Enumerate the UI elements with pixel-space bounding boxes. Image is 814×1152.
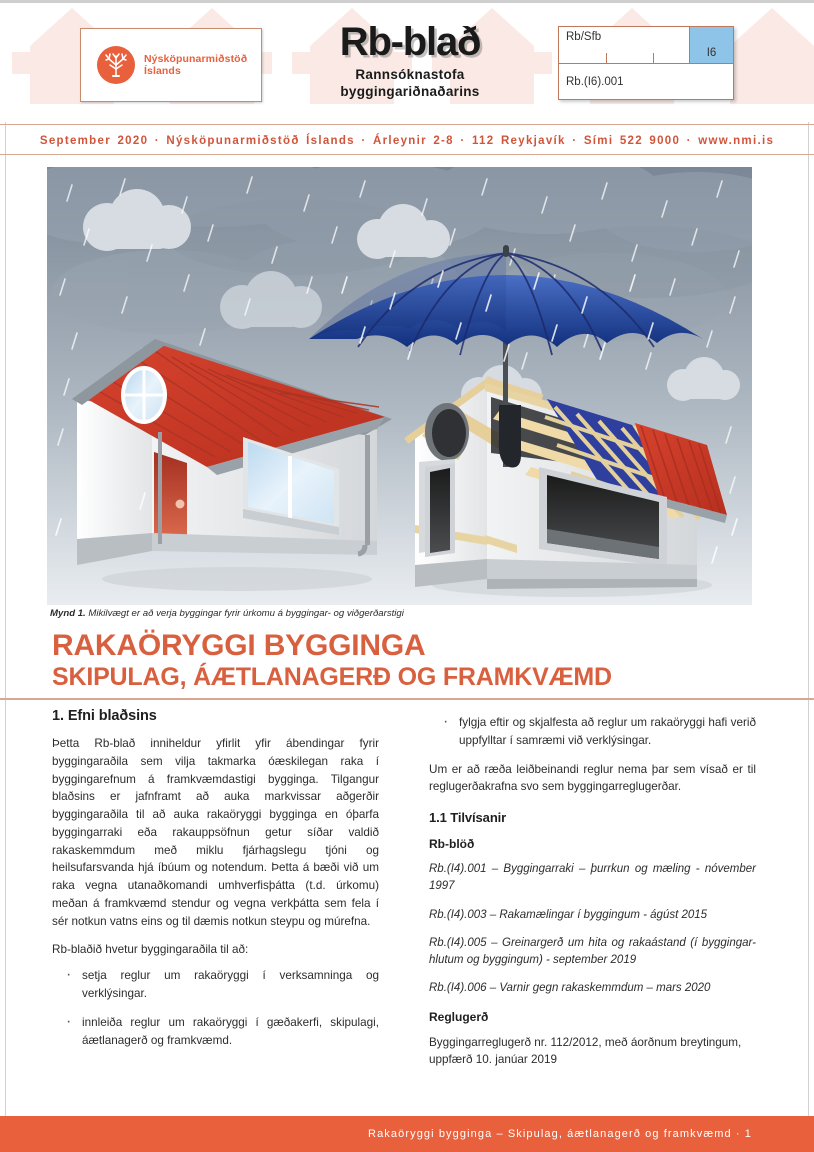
regulation-text: Byggingarreglugerð nr. 112/2012, með áorðnum breytingum, uppfærð 10. janúar 2019 bbox=[429, 1035, 742, 1067]
reference-item: Rb.(I4).003 – Rakamælingar í byggingum - ágúst 2015 bbox=[429, 908, 708, 921]
list-item: · innleiða reglur um rakaöryggi í gæðakerfi, skipulagi, áætlanagerð og framkvæmd. bbox=[52, 1014, 379, 1050]
left-column bbox=[52, 708, 379, 1061]
publisher-info-text: September 2020 · Nýsköpunarmiðstöð Íslands · Árleynir 2-8 · 112 Reykjavík · Sími 522 9000 · www.nmi.is bbox=[39, 134, 775, 147]
section-heading-efni-bladsins: 1. Efni blaðsins bbox=[52, 708, 157, 724]
code-box-classification: I6 bbox=[689, 26, 734, 64]
logo-text bbox=[144, 53, 247, 78]
page-right-border bbox=[808, 0, 809, 1116]
datebar-top-rule bbox=[0, 124, 814, 125]
code-box-label: Rb/Sfb bbox=[566, 31, 602, 43]
reference-item: Rb.(I4).006 – Varnir gegn rakaskemmdum – mars 2020 bbox=[429, 982, 711, 995]
page-left-border bbox=[5, 0, 6, 1116]
list-item: · setja reglur um rakaöryggi í verksamninga og verklýsingar. bbox=[52, 967, 379, 1003]
code-tick-1 bbox=[606, 53, 607, 63]
tree-in-circle-logo-icon bbox=[97, 46, 135, 84]
datebar-bottom-rule bbox=[0, 154, 814, 155]
figure-caption-text: Mikilvægt er að verja byggingar fyrir úrkomu á byggingar- og viðgerðarstigi bbox=[85, 608, 404, 619]
left-bullet-list bbox=[52, 967, 379, 1049]
figure-1-illustration bbox=[47, 167, 752, 605]
reference-item: Rb.(I4).001 – Byggingarraki – þurrkun og mæling - nóvember 1997 bbox=[429, 863, 756, 893]
section-heading-tilvisanir: 1.1 Tilvísanir bbox=[429, 810, 507, 826]
reference-item: Rb.(I4).005 – Greinargerð um hita og rakaástand (í byggingar-hlutum og byggingum) - september 2019 bbox=[429, 936, 756, 967]
logo-line-2: Íslands bbox=[144, 65, 181, 77]
right-column bbox=[429, 708, 756, 1073]
code-tick-2 bbox=[653, 53, 654, 63]
page-title: RAKAÖRYGGI BYGGINGA bbox=[52, 629, 426, 662]
title-bottom-rule bbox=[0, 698, 814, 700]
footer-text: Rakaöryggi bygginga – Skipulag, áætlanagerð og framkvæmd · 1 bbox=[368, 1128, 752, 1140]
figure-caption bbox=[50, 608, 750, 620]
code-box-bottom-cell bbox=[558, 63, 734, 100]
masthead-title: Rb-blað bbox=[339, 20, 481, 64]
logo-line-1: Nýsköpunarmiðstöð bbox=[144, 52, 248, 65]
masthead-subtitle-line-1: Rannsóknastofa bbox=[355, 67, 465, 82]
page-subtitle: SKIPULAG, ÁÆTLANAGERÐ OG FRAMKVÆMD bbox=[52, 663, 612, 691]
masthead-subtitle-line-2: byggingariðnaðarins bbox=[340, 83, 480, 99]
page-header bbox=[0, 0, 814, 122]
list-item: · fylgja eftir og skjalfesta að reglur um rakaöryggi hafi verið uppfylltar í samræmi við verklýsingar. bbox=[429, 714, 756, 750]
page-footer bbox=[0, 1116, 814, 1152]
right-paragraph-1: Um er að ræða leiðbeinandi reglur nema þar sem vísað er til reglugerðakrafna svo sem byggingarreglugerðar. bbox=[429, 762, 756, 794]
figure-caption-label: Mynd 1. bbox=[50, 608, 86, 619]
right-bullet-list bbox=[429, 714, 756, 750]
subheading-rb-blod: Rb-blöð bbox=[429, 837, 475, 852]
code-box-document-number: Rb.(I6).001 bbox=[566, 75, 624, 88]
organization-logo bbox=[80, 28, 262, 102]
subheading-reglugerd: Reglugerð bbox=[429, 1009, 489, 1024]
masthead bbox=[290, 22, 530, 101]
classification-code-box bbox=[558, 26, 734, 100]
publisher-info-bar bbox=[0, 128, 814, 153]
left-paragraph-2: Rb-blaðið hvetur byggingaraðila til að: bbox=[52, 942, 249, 956]
masthead-subtitle bbox=[290, 67, 530, 101]
left-paragraph-1: Þetta Rb-blað inniheldur yfirlit yfir ábendingar fyrir byggingaraðila sem vilja takmarka óæskilegan raka í byggingarefnum á framkvæmdastigi bygginga. Tilgangur blaðsins er jafnframt að auka markvissar aðgerðir byggingaraðila til að auka rakaöryggi bygginga en óþarfa byggingarraki eða rakauppsöfnun getur síðar valdið rakaskemmdum með miklu fjárhagslegu tjóni og heilsufarsvanda hjá íbúum og notendum. Þetta á bæði við um raka vegna utanaðkomandi umhverfisþátta (t.d. úrkomu) meðan á framkvæmd stendur og vegna verkþátta sem fela í sér notkun vatns eins og til dæmis notkun steypu og múrefna. bbox=[52, 737, 379, 928]
